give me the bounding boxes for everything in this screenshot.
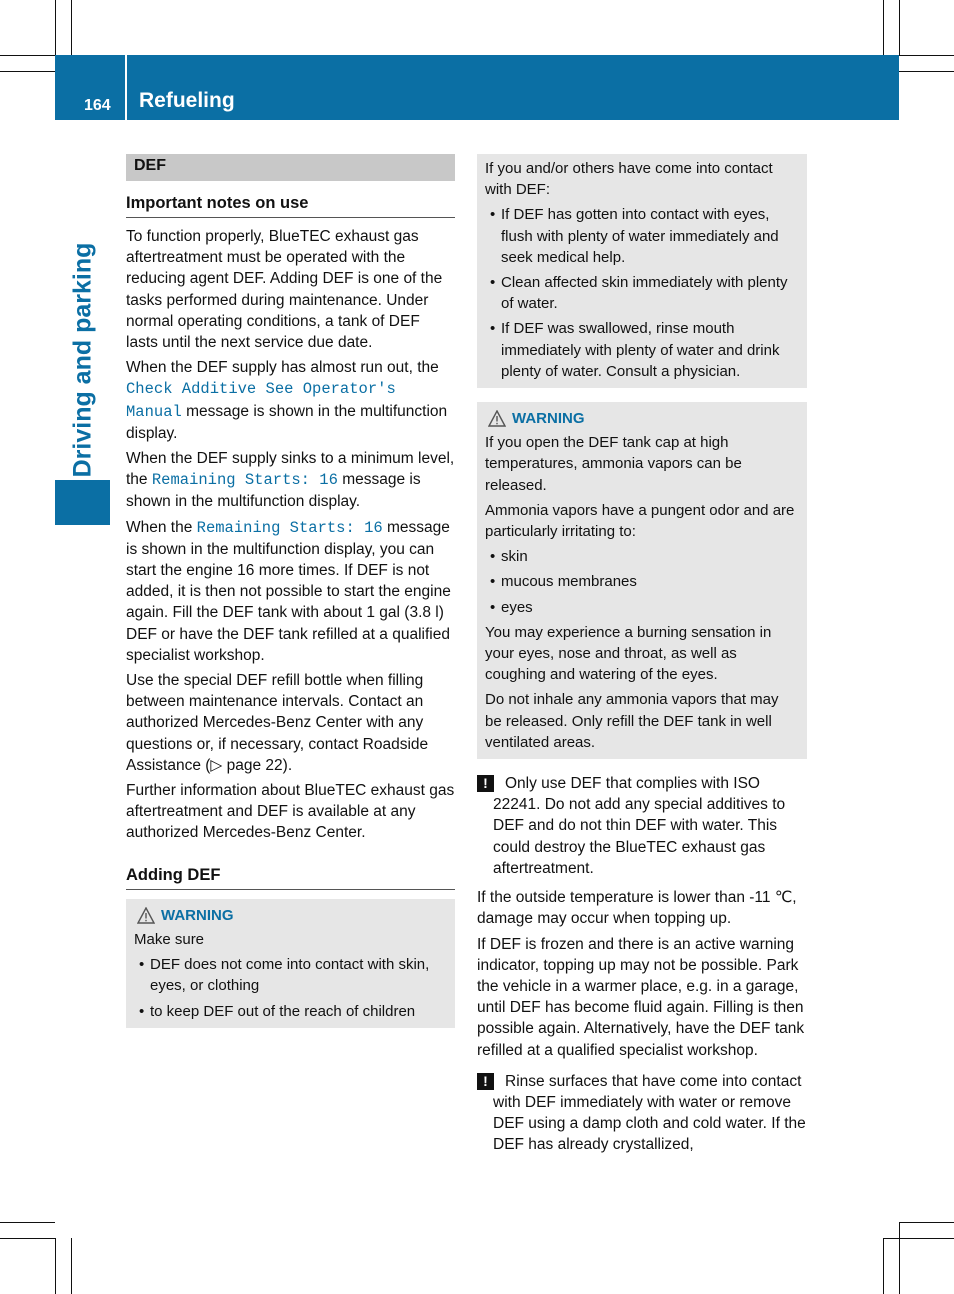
crop-mark xyxy=(899,1222,900,1294)
contact-info-box xyxy=(477,154,807,388)
crop-mark xyxy=(0,1238,55,1239)
important-notes-heading: Important notes on use xyxy=(126,181,455,218)
crop-mark xyxy=(0,55,55,56)
text-fragment: message is shown in the multifunction display. xyxy=(126,402,448,442)
warning-box xyxy=(126,899,455,1028)
header-divider xyxy=(125,55,127,120)
warning-header xyxy=(485,408,799,429)
warning-icon xyxy=(488,410,506,427)
text-fragment: When the DEF supply sinks to a minimum level, the xyxy=(126,450,455,489)
list-item: • skin xyxy=(485,546,799,567)
page-title: Refueling xyxy=(139,89,235,112)
text-fragment: message is shown in the multifunction display. xyxy=(126,471,421,511)
adding-def-heading: Adding DEF xyxy=(126,844,455,890)
crop-mark xyxy=(899,55,954,56)
crop-mark xyxy=(71,1238,72,1294)
warning-box xyxy=(477,402,807,759)
note xyxy=(477,1071,807,1156)
crop-mark xyxy=(883,1238,884,1294)
paragraph: If you open the DEF tank cap at high temperatures, ammonia vapors can be released. xyxy=(485,434,742,494)
paragraph: Further information about BlueTEC exhaust gas aftertreatment and DEF is available at any authorized Mercedes-Benz Center. xyxy=(126,782,455,842)
text-fragment: When the DEF supply has almost run out, the xyxy=(126,359,439,377)
text-fragment: message is shown in the multifunction display, you can start the engine 16 more times. If DEF is not added, it is then not possible to start the engine again. Fill the DEF tank with about 1 gal (3.8 l) DEF or have the DEF tank refilled at a qualified specialist workshop. xyxy=(126,518,451,664)
crop-mark xyxy=(899,1222,954,1223)
crop-mark xyxy=(55,1238,56,1294)
text-fragment: When the xyxy=(126,518,197,536)
paragraph xyxy=(126,517,455,666)
list-item: • to keep DEF out of the reach of children xyxy=(134,1001,447,1022)
paragraph xyxy=(126,357,455,444)
side-tab-label: Driving and parking xyxy=(68,242,97,478)
list-item: • eyes xyxy=(485,597,799,618)
left-column xyxy=(126,154,455,1028)
warning-intro: Make sure xyxy=(134,930,205,948)
paragraph xyxy=(126,448,455,513)
page-number: 164 xyxy=(84,97,111,114)
list-item: • If DEF was swallowed, rinse mouth immediately with plenty of water and drink plenty of water. Consult a physician. xyxy=(485,318,799,382)
crop-mark xyxy=(899,71,954,72)
list-item: • mucous membranes xyxy=(485,571,799,592)
box-intro: If you and/or others have come into contact with DEF: xyxy=(485,160,773,199)
crop-mark xyxy=(0,1222,55,1223)
display-message: Remaining Starts: 16 xyxy=(196,518,383,537)
paragraph: To function properly, BlueTEC exhaust gas aftertreatment must be operated with the reducing agent DEF. Adding DEF is one of the tasks performed during maintenance. Under normal operating conditions, a tank of DEF lasts until the next service due date. xyxy=(126,228,443,352)
display-message: Check Additive See Operator's Manual xyxy=(126,380,396,421)
warning-header xyxy=(134,905,447,926)
list-item: • DEF does not come into contact with skin, eyes, or clothing xyxy=(134,954,447,996)
exclamation-icon: ! xyxy=(477,1073,494,1090)
note-text: Only use DEF that complies with ISO 22241. Do not add any special additives to DEF and do not thin DEF with water. This could destroy the BlueTEC exhaust gas aftertreatment. xyxy=(493,775,786,877)
crop-mark xyxy=(899,0,900,55)
paragraph: If DEF is frozen and there is an active warning indicator, topping up may not be possible. Park the vehicle in a warmer place, e.g. in a garage, until DEF has become fluid again. Filling is then possible again. Alternatively, have the DEF tank refilled at a qualified specialist workshop. xyxy=(477,935,805,1059)
warning-icon xyxy=(137,907,155,924)
list-item: • Clean affected skin immediately with plenty of water. xyxy=(485,272,799,314)
right-column xyxy=(477,154,807,1156)
paragraph: Ammonia vapors have a pungent odor and are particularly irritating to: xyxy=(485,501,795,541)
paragraph: Use the special DEF refill bottle when filling between maintenance intervals. Contact an authorized Mercedes-Benz Center with any questions or, if necessary, contact Roadside Assistance (▷ page 22). xyxy=(126,672,429,774)
section-title: DEF xyxy=(126,154,455,181)
crop-mark xyxy=(883,0,884,55)
paragraph: Do not inhale any ammonia vapors that may be released. Only refill the DEF tank in well ventilated areas. xyxy=(485,691,779,751)
side-tab-marker xyxy=(55,480,110,525)
display-message: Remaining Starts: 16 xyxy=(151,471,338,490)
paragraph: If the outside temperature is lower than -11 ℃, damage may occur when topping up. xyxy=(477,889,797,928)
crop-mark xyxy=(71,0,72,55)
crop-mark xyxy=(883,1238,954,1239)
note-text: Rinse surfaces that have come into contact with DEF immediately with water or remove DEF using a damp cloth and cold water. If the DEF has already crystallized, xyxy=(493,1072,806,1154)
exclamation-icon: ! xyxy=(477,775,494,792)
warning-label: WARNING xyxy=(161,906,234,924)
crop-mark xyxy=(55,0,56,55)
list-item: • If DEF has gotten into contact with eyes, flush with plenty of water immediately and seek medical help. xyxy=(485,204,799,268)
crop-mark xyxy=(0,71,55,72)
note xyxy=(477,773,807,879)
warning-label: WARNING xyxy=(512,410,585,428)
paragraph: You may experience a burning sensation in your eyes, nose and throat, as well as coughing and watering of the eyes. xyxy=(485,623,772,684)
